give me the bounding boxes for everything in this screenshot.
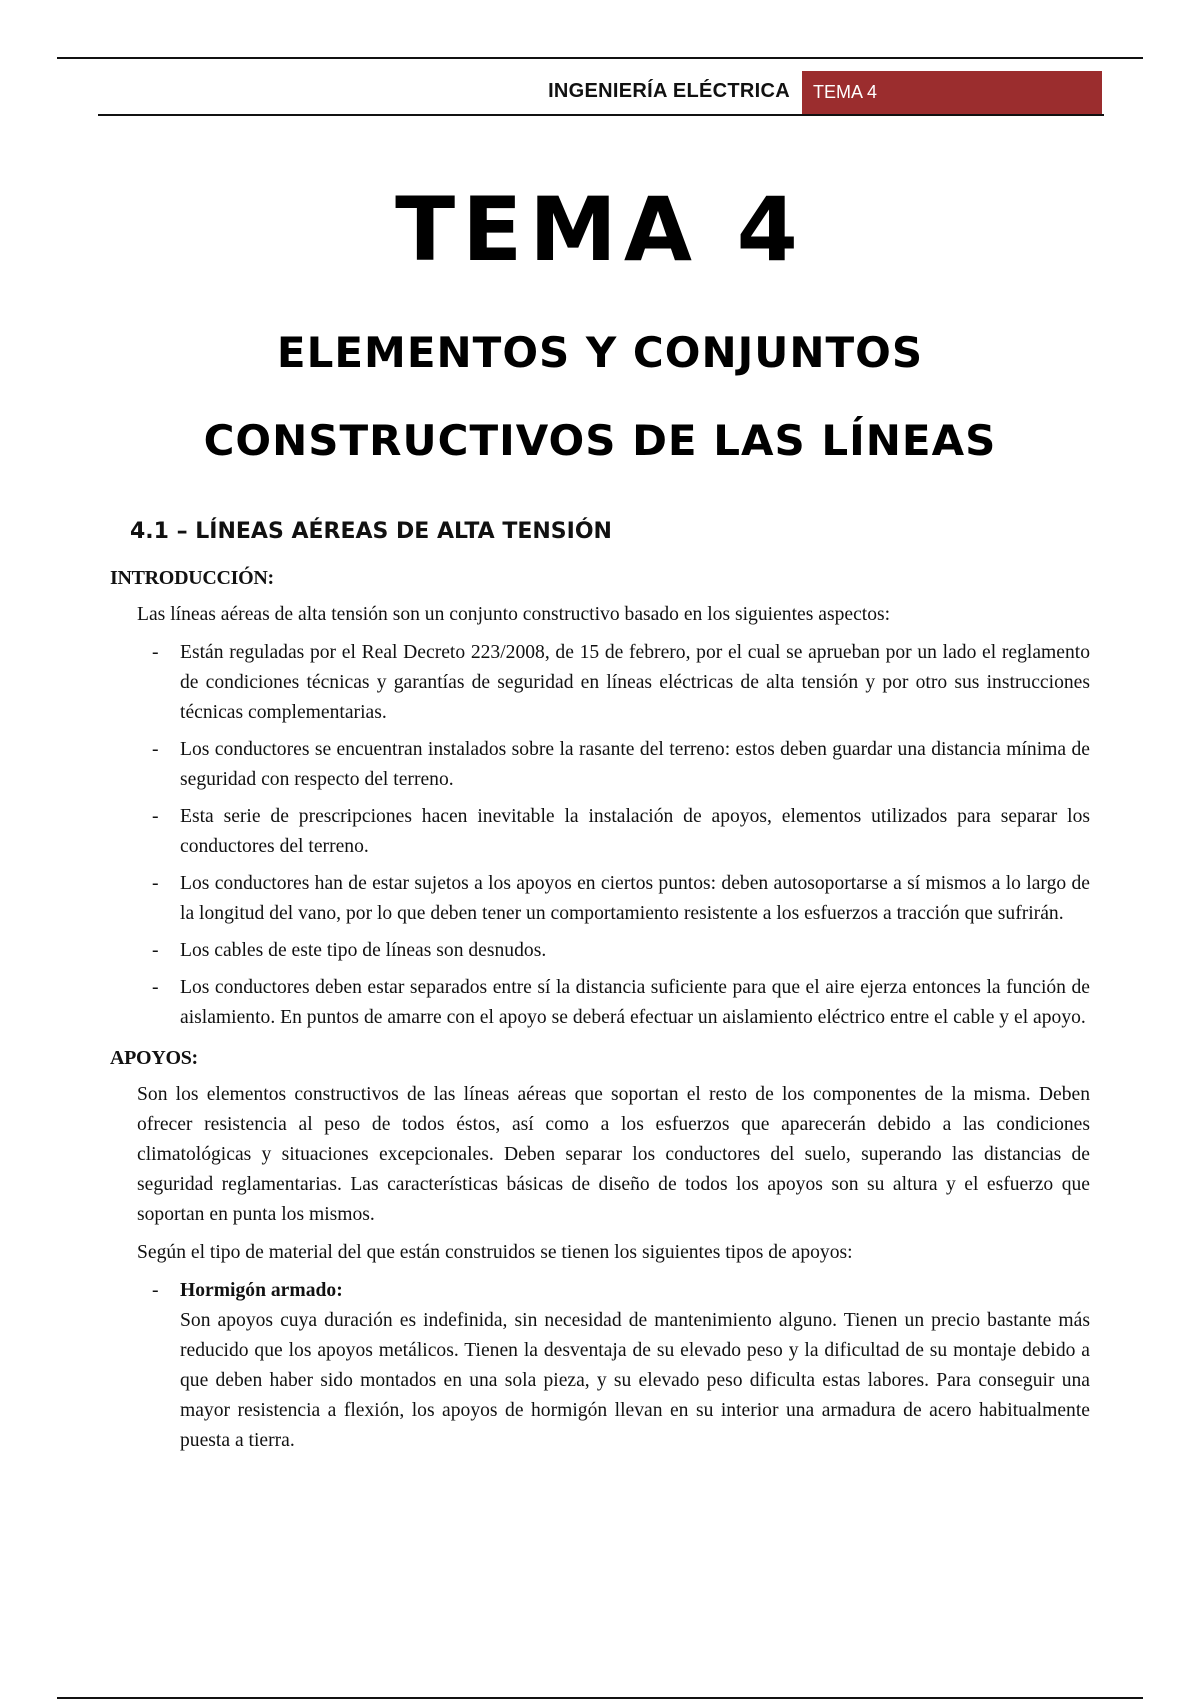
top-rule xyxy=(57,57,1143,59)
bottom-rule xyxy=(57,1697,1143,1699)
subtitle-line-2: CONSTRUCTIVOS DE LAS LÍNEAS xyxy=(203,416,997,465)
list-item: - Los cables de este tipo de líneas son desnudos. xyxy=(110,936,1090,966)
subtitle-line-1: ELEMENTOS Y CONJUNTOS xyxy=(276,328,924,377)
section-heading: 4.1 – LÍNEAS AÉREAS DE ALTA TENSIÓN xyxy=(130,519,612,544)
apoyos-paragraph-2: Según el tipo de material del que están construidos se tienen los siguientes tipos de apoyos: xyxy=(137,1242,853,1263)
apoyo-type-title: - Hormigón armado: xyxy=(180,1280,343,1301)
apoyos-types-list xyxy=(110,1276,1090,1456)
body-content xyxy=(110,567,1090,1464)
apoyos-paragraph-1: Son los elementos constructivos de las líneas aéreas que soportan el resto de los componentes de la misma. Deben ofrecer resistencia al peso de todos éstos, así como a los esfuerzos que aparecerán debido a las condiciones climatológicas y situaciones excepcionales. Deben separar los conductores del suelo, superando las distancias de seguridad reglamentarias. Las características básicas de diseño de todos los apoyos son su altura y el esfuerzo que soportan en punta los mismos. xyxy=(137,1084,1090,1225)
list-item: - Los conductores han de estar sujetos a los apoyos en ciertos puntos: deben autosoportarse a sí mismos a lo largo de la longitud del vano, por lo que deben tener un comportamiento resistente a los esfuerzos a tracción que sufrirán. xyxy=(110,869,1090,929)
apoyo-type-text: Son apoyos cuya duración es indefinida, sin necesidad de mantenimiento alguno. Tienen un precio bastante más reducido que los apoyos metálicos. Tienen la desventaja de su elevado peso y la dificultad de su montaje debido a que deben haber sido montados en una sola pieza, y su elevado peso dificulta estas labores. Para conseguir una mayor resistencia a flexión, los apoyos de hormigón llevan en su interior una armadura de acero habitualmente puesta a tierra. xyxy=(180,1310,1090,1451)
introduccion-label: INTRODUCCIÓN: xyxy=(110,567,274,589)
list-item: - Los conductores se encuentran instalados sobre la rasante del terreno: estos deben guardar una distancia mínima de seguridad con respecto del terreno. xyxy=(110,735,1090,795)
list-item: - Los conductores deben estar separados entre sí la distancia suficiente para que el aire ejerza entonces la función de aislamiento. En puntos de amarre con el apoyo se deberá efectuar un aislamiento eléctrico entre el cable y el apoyo. xyxy=(110,973,1090,1033)
header-rule xyxy=(98,114,1104,116)
header-tag: TEMA 4 xyxy=(802,71,1102,116)
list-item: - Esta serie de prescripciones hacen inevitable la instalación de apoyos, elementos utilizados para separar los conductores del terreno. xyxy=(110,802,1090,862)
introduccion-paragraph: Las líneas aéreas de alta tensión son un conjunto constructivo basado en los siguientes aspectos: xyxy=(137,604,891,625)
list-item xyxy=(110,1276,1090,1456)
introduccion-list xyxy=(110,638,1090,1033)
list-item: - Están reguladas por el Real Decreto 223/2008, de 15 de febrero, por el cual se aprueban por un lado el reglamento de condiciones técnicas y garantías de seguridad en líneas eléctricas de alta tensión y por otro sus instrucciones técnicas complementarias. xyxy=(110,638,1090,728)
page-title: TEMA 4 xyxy=(395,178,805,281)
header-title: INGENIERÍA ELÉCTRICA xyxy=(548,80,790,102)
apoyos-label: APOYOS: xyxy=(110,1047,198,1069)
